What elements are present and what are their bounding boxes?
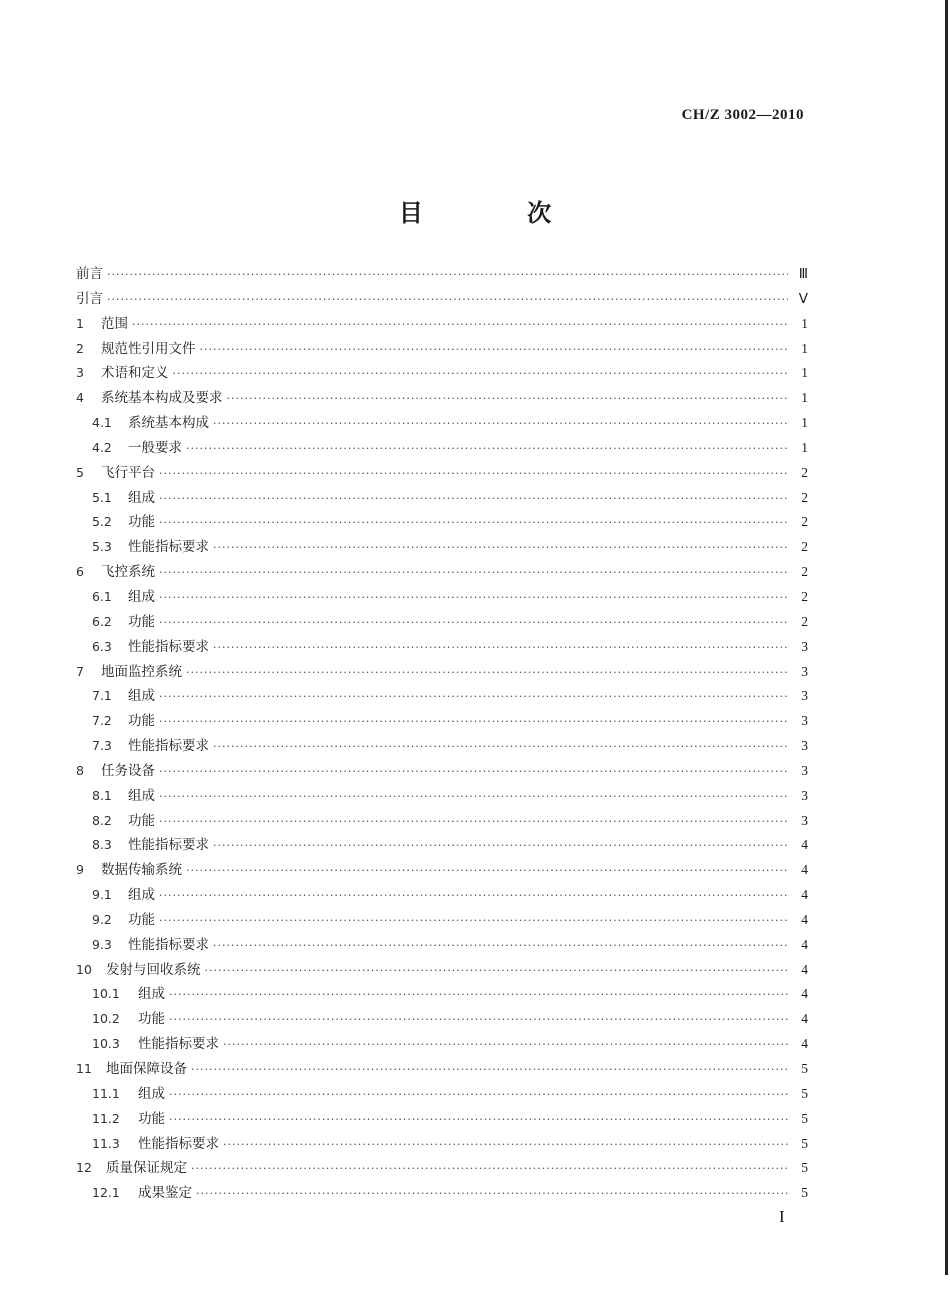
toc-leader-dots xyxy=(159,810,788,835)
toc-entry[interactable] xyxy=(76,982,808,1007)
toc-leader-dots xyxy=(159,462,788,487)
toc-entry-label: 功能 xyxy=(128,911,155,928)
toc-entry-number: 9.2 xyxy=(92,911,112,927)
toc-entry[interactable] xyxy=(76,510,808,535)
toc-entry-label: 功能 xyxy=(128,713,155,730)
toc-entry-page: 3 xyxy=(801,787,808,803)
toc-entry-number: 11.1 xyxy=(92,1085,120,1101)
toc-leader-dots xyxy=(223,1133,788,1158)
toc-leader-dots xyxy=(159,586,788,611)
toc-leader-dots xyxy=(169,1008,788,1033)
toc-entry[interactable] xyxy=(76,635,808,660)
toc-entry-page: 2 xyxy=(801,588,808,604)
toc-entry[interactable] xyxy=(76,486,808,511)
toc-entry[interactable] xyxy=(76,709,808,734)
toc-leader-dots xyxy=(200,338,789,363)
toc-entry-page: 1 xyxy=(801,390,808,406)
toc-leader-dots xyxy=(132,313,788,338)
toc-entry[interactable] xyxy=(76,1107,808,1132)
toc-entry[interactable] xyxy=(76,262,808,287)
toc-leader-dots xyxy=(186,661,788,686)
toc-entry-label: 发射与回收系统 xyxy=(106,961,201,978)
toc-entry-label: 组成 xyxy=(128,489,155,506)
toc-entry-page: 5 xyxy=(801,1185,808,1201)
toc-entry-page: 3 xyxy=(801,812,808,828)
toc-entry[interactable] xyxy=(76,461,808,486)
toc-entry-page: 2 xyxy=(801,613,808,629)
toc-entry-number: 12.1 xyxy=(92,1185,120,1201)
toc-entry-page: 2 xyxy=(801,564,808,580)
toc-entry-label: 质量保证规定 xyxy=(106,1160,187,1177)
toc-entry-page: Ⅲ xyxy=(798,266,808,281)
toc-entry-label: 功能 xyxy=(128,812,155,829)
toc-entry-label: 地面保障设备 xyxy=(106,1061,187,1077)
toc-entry-label: 数据传输系统 xyxy=(101,862,182,879)
toc-leader-dots xyxy=(213,735,788,760)
toc-entry-label: 性能指标要求 xyxy=(128,738,209,755)
toc-entry-page: Ⅴ xyxy=(798,290,808,306)
toc-entry-number: 6.1 xyxy=(92,588,112,604)
toc-entry-number: 10.2 xyxy=(92,1011,120,1027)
toc-entry-number: 12 xyxy=(76,1160,92,1176)
toc-entry-page: 4 xyxy=(801,837,808,853)
toc-leader-dots xyxy=(191,1157,788,1182)
table-of-contents xyxy=(76,262,808,1206)
toc-entry[interactable] xyxy=(76,734,808,759)
toc-entry-number: 11.3 xyxy=(92,1135,120,1151)
toc-entry-label: 组成 xyxy=(128,588,155,605)
toc-leader-dots xyxy=(159,685,788,710)
toc-leader-dots xyxy=(213,834,788,859)
toc-leader-dots xyxy=(159,710,788,735)
toc-entry[interactable] xyxy=(76,585,808,610)
toc-leader-dots xyxy=(159,561,788,586)
toc-entry-page: 3 xyxy=(801,663,808,679)
toc-entry[interactable] xyxy=(76,784,808,809)
toc-leader-dots xyxy=(159,487,788,512)
toc-entry-label: 功能 xyxy=(128,514,155,531)
toc-entry-page: 1 xyxy=(801,315,808,331)
toc-entry[interactable] xyxy=(76,908,808,933)
toc-leader-dots xyxy=(169,1108,788,1133)
toc-entry-page: 1 xyxy=(801,340,808,356)
toc-entry[interactable] xyxy=(76,361,808,386)
toc-entry-number: 3 xyxy=(76,365,84,381)
scan-edge xyxy=(945,0,948,1275)
toc-entry-label: 性能指标要求 xyxy=(138,1135,219,1152)
toc-entry-number: 10.1 xyxy=(92,986,120,1002)
toc-entry-page: 4 xyxy=(801,1011,808,1027)
toc-entry-number: 4.1 xyxy=(92,415,112,431)
toc-entry[interactable] xyxy=(76,1156,808,1181)
toc-entry-number: 7.3 xyxy=(92,738,112,754)
toc-entry-number: 8.2 xyxy=(92,812,112,828)
toc-leader-dots xyxy=(191,1058,788,1083)
toc-leader-dots xyxy=(205,959,789,984)
toc-entry-number: 9 xyxy=(76,862,84,878)
toc-entry-number: 8.3 xyxy=(92,837,112,853)
toc-entry-page: 4 xyxy=(801,1036,808,1052)
toc-entry-number: 10.3 xyxy=(92,1036,120,1052)
toc-entry-label: 性能指标要求 xyxy=(128,936,209,953)
toc-entry[interactable] xyxy=(76,1181,808,1206)
toc-entry-label: 组成 xyxy=(138,986,165,1003)
toc-entry-number: 2 xyxy=(76,340,84,356)
toc-leader-dots xyxy=(159,884,788,909)
toc-leader-dots xyxy=(159,760,788,785)
toc-entry[interactable] xyxy=(76,759,808,784)
toc-entry-label: 功能 xyxy=(138,1110,165,1127)
toc-entry-page: 4 xyxy=(801,986,808,1002)
toc-entry-label: 成果鉴定 xyxy=(138,1185,192,1202)
toc-entry-number: 6.2 xyxy=(92,613,112,629)
toc-entry-page: 3 xyxy=(801,762,808,778)
toc-entry-number: 11 xyxy=(76,1061,92,1076)
toc-leader-dots xyxy=(213,934,788,959)
toc-entry[interactable] xyxy=(76,411,808,436)
toc-entry[interactable] xyxy=(76,809,808,834)
toc-leader-dots xyxy=(186,859,788,884)
toc-leader-dots xyxy=(173,362,789,387)
toc-entry-page: 3 xyxy=(801,638,808,654)
toc-entry-page: 3 xyxy=(801,688,808,704)
toc-entry-number: 4 xyxy=(76,390,84,406)
toc-leader-dots xyxy=(186,437,788,462)
toc-entry[interactable] xyxy=(76,883,808,908)
toc-leader-dots xyxy=(159,785,788,810)
toc-entry[interactable] xyxy=(76,1082,808,1107)
toc-entry-number: 9.1 xyxy=(92,887,112,903)
toc-entry-page: 3 xyxy=(801,738,808,754)
toc-entry-page: 4 xyxy=(801,862,808,878)
toc-leader-dots xyxy=(169,1083,788,1108)
toc-entry-page: 2 xyxy=(801,514,808,530)
toc-leader-dots xyxy=(107,288,788,313)
toc-entry[interactable] xyxy=(76,1132,808,1157)
toc-entry-page: 2 xyxy=(801,539,808,555)
toc-entry-number: 8 xyxy=(76,762,84,778)
toc-entry-number: 7 xyxy=(76,663,84,679)
toc-entry[interactable] xyxy=(76,337,808,362)
toc-entry-page: 5 xyxy=(801,1135,808,1151)
toc-entry-label: 一般要求 xyxy=(128,439,182,456)
toc-entry-page: 3 xyxy=(801,713,808,729)
toc-leader-dots xyxy=(213,412,788,437)
toc-entry-number: 6 xyxy=(76,564,84,580)
toc-entry-page: 5 xyxy=(801,1061,808,1076)
toc-entry-page: 4 xyxy=(801,936,808,952)
page-folio: I xyxy=(779,1207,785,1226)
toc-entry-page: 1 xyxy=(801,365,808,381)
page-title: 目 次 xyxy=(398,198,600,227)
toc-entry-number: 1 xyxy=(76,315,84,331)
toc-entry-number: 5 xyxy=(76,464,84,480)
toc-entry-page: 4 xyxy=(801,887,808,903)
toc-entry-label: 性能指标要求 xyxy=(128,837,209,854)
toc-entry[interactable] xyxy=(76,958,808,983)
toc-entry-number: 11.2 xyxy=(92,1110,120,1126)
toc-entry-page: 2 xyxy=(801,489,808,505)
toc-entry-number: 5.3 xyxy=(92,539,112,555)
toc-entry-label: 术语和定义 xyxy=(101,365,169,382)
toc-entry-page: 5 xyxy=(801,1110,808,1126)
toc-leader-dots xyxy=(159,611,788,636)
toc-entry-number: 5.2 xyxy=(92,514,112,530)
toc-entry-label: 功能 xyxy=(138,1011,165,1028)
toc-leader-dots xyxy=(159,909,788,934)
toc-entry[interactable] xyxy=(76,386,808,411)
toc-entry-label: 组成 xyxy=(128,787,155,804)
toc-entry-page: 1 xyxy=(801,439,808,455)
toc-entry-label: 性能指标要求 xyxy=(128,638,209,655)
toc-leader-dots xyxy=(213,536,788,561)
toc-leader-dots xyxy=(107,263,788,288)
toc-entry-label: 系统基本构成及要求 xyxy=(101,390,223,407)
toc-entry-number: 5.1 xyxy=(92,489,112,505)
toc-entry[interactable] xyxy=(76,858,808,883)
toc-entry-label: 引言 xyxy=(76,290,103,307)
toc-entry[interactable] xyxy=(76,933,808,958)
toc-entry-label: 范围 xyxy=(101,315,128,332)
toc-entry[interactable] xyxy=(76,610,808,635)
toc-entry-label: 前言 xyxy=(76,266,103,282)
toc-entry[interactable] xyxy=(76,684,808,709)
toc-entry-label: 性能指标要求 xyxy=(138,1036,219,1053)
toc-entry-label: 飞行平台 xyxy=(101,464,155,481)
toc-entry[interactable] xyxy=(76,1057,808,1082)
toc-entry-page: 5 xyxy=(801,1085,808,1101)
toc-entry-number: 4.2 xyxy=(92,439,112,455)
toc-entry[interactable] xyxy=(76,660,808,685)
toc-entry[interactable] xyxy=(76,833,808,858)
toc-entry-number: 10 xyxy=(76,961,92,977)
toc-leader-dots xyxy=(213,636,788,661)
toc-leader-dots xyxy=(159,511,788,536)
toc-entry-page: 1 xyxy=(801,415,808,431)
toc-entry-label: 飞控系统 xyxy=(101,564,155,581)
toc-entry-label: 功能 xyxy=(128,613,155,630)
toc-leader-dots xyxy=(223,1033,788,1058)
toc-entry-page: 2 xyxy=(801,464,808,480)
toc-entry-label: 地面监控系统 xyxy=(101,663,182,680)
toc-entry[interactable] xyxy=(76,560,808,585)
toc-entry-page: 4 xyxy=(801,961,808,977)
toc-entry-number: 6.3 xyxy=(92,638,112,654)
toc-entry[interactable] xyxy=(76,1007,808,1032)
toc-leader-dots xyxy=(169,983,788,1008)
toc-entry-number: 9.3 xyxy=(92,936,112,952)
toc-entry[interactable] xyxy=(76,436,808,461)
toc-entry[interactable] xyxy=(76,1032,808,1057)
toc-entry-number: 8.1 xyxy=(92,787,112,803)
toc-leader-dots xyxy=(196,1182,788,1207)
toc-entry-page: 4 xyxy=(801,911,808,927)
toc-entry-page: 5 xyxy=(801,1160,808,1176)
toc-entry-label: 组成 xyxy=(128,887,155,904)
toc-entry-label: 系统基本构成 xyxy=(128,415,209,432)
toc-entry-number: 7.2 xyxy=(92,713,112,729)
toc-entry-label: 组成 xyxy=(138,1085,165,1102)
toc-entry-label: 任务设备 xyxy=(101,762,155,779)
toc-leader-dots xyxy=(227,387,789,412)
toc-entry[interactable] xyxy=(76,535,808,560)
toc-entry-label: 性能指标要求 xyxy=(128,539,209,556)
toc-entry[interactable] xyxy=(76,312,808,337)
toc-entry-number: 7.1 xyxy=(92,688,112,704)
standard-code: CH/Z 3002—2010 xyxy=(681,107,804,123)
toc-entry[interactable] xyxy=(76,287,808,312)
toc-entry-label: 组成 xyxy=(128,688,155,705)
toc-entry-label: 规范性引用文件 xyxy=(101,340,196,357)
